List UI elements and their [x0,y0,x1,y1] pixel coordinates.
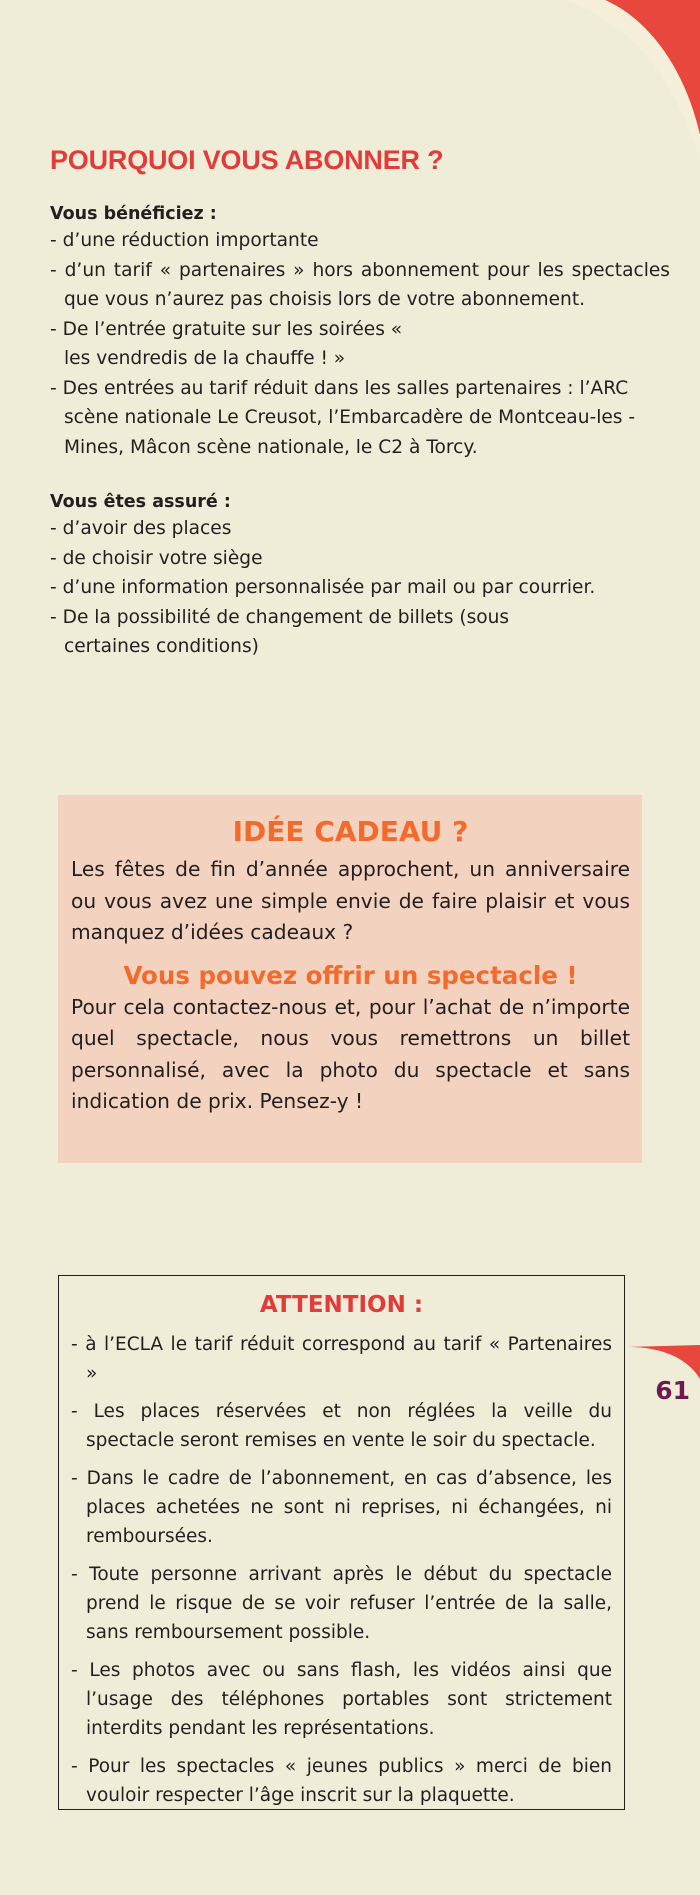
subscription-section [50,145,670,662]
assured-heading: Vous êtes assuré : [50,492,231,512]
list-item: - à l’ECLA le tarif réduit correspond au tarif « Partenaires » [71,1330,612,1388]
list-item: - d’un tarif « partenaires » hors abonnement pour les spectacles que vous n’aurez pas choisis lors de votre abonnement. [50,256,670,315]
page-number: 61 [655,1376,690,1405]
attention-title: ATTENTION : [259,1292,424,1318]
list-item: - d’avoir des places [50,514,670,544]
subscription-title: POURQUOI VOUS ABONNER ? [50,145,444,175]
list-item: - De l’entrée gratuite sur les soirées « les vendredis de la chauffe ! » [50,315,424,374]
gift-intro: Les fêtes de fin d’année approchent, un anniversaire ou vous avez une simple envie de faire plaisir et vous manquez d’idées cadeaux ? [71,857,630,944]
attention-box [58,1275,625,1810]
list-item: - Des entrées au tarif réduit dans les salles partenaires : l’ARC scène nationale Le Creusot, l’Embarcadère de Montceau-les -Mines, Mâcon scène nationale, le C2 à Torcy. [50,374,670,463]
gift-title: IDÉE CADEAU ? [232,815,469,848]
gift-subtitle: Vous pouvez offrir un spectacle ! [123,960,578,990]
assured-list [50,514,670,662]
list-item: - de choisir votre siège [50,544,670,574]
list-item: - d’une information personnalisée par mail ou par courrier. [50,573,670,603]
benefits-heading: Vous bénéficiez : [50,204,217,224]
list-item: - Dans le cadre de l’abonnement, en cas d’absence, les places achetées ne sont ni reprises, ni échangées, ni remboursées. [71,1464,612,1551]
list-item: - d’une réduction importante [50,226,670,256]
corner-decoration [565,0,700,160]
list-item: - De la possibilité de changement de billets (sous certaines conditions) [50,603,514,662]
list-item: - Pour les spectacles « jeunes publics » merci de bien vouloir respecter l’âge inscrit sur la plaquette. [71,1752,612,1810]
list-item: - Toute personne arrivant après le début du spectacle prend le risque de se voir refuser l’entrée de la salle, sans remboursement possible. [71,1560,612,1647]
benefits-list [50,226,670,462]
gift-body: Pour cela contactez-nous et, pour l’achat de n’importe quel spectacle, nous vous remettrons un billet personnalisé, avec la photo du spectacle et sans indication de prix. Pensez-y ! [71,994,630,1113]
list-item: - Les photos avec ou sans flash, les vidéos ainsi que l’usage des téléphones portables sont strictement interdits pendant les représentations. [71,1656,612,1743]
list-item: - Les places réservées et non réglées la veille du spectacle seront remises en vente le soir du spectacle. [71,1397,612,1455]
attention-list [71,1330,612,1810]
gift-idea-box [58,795,642,1163]
